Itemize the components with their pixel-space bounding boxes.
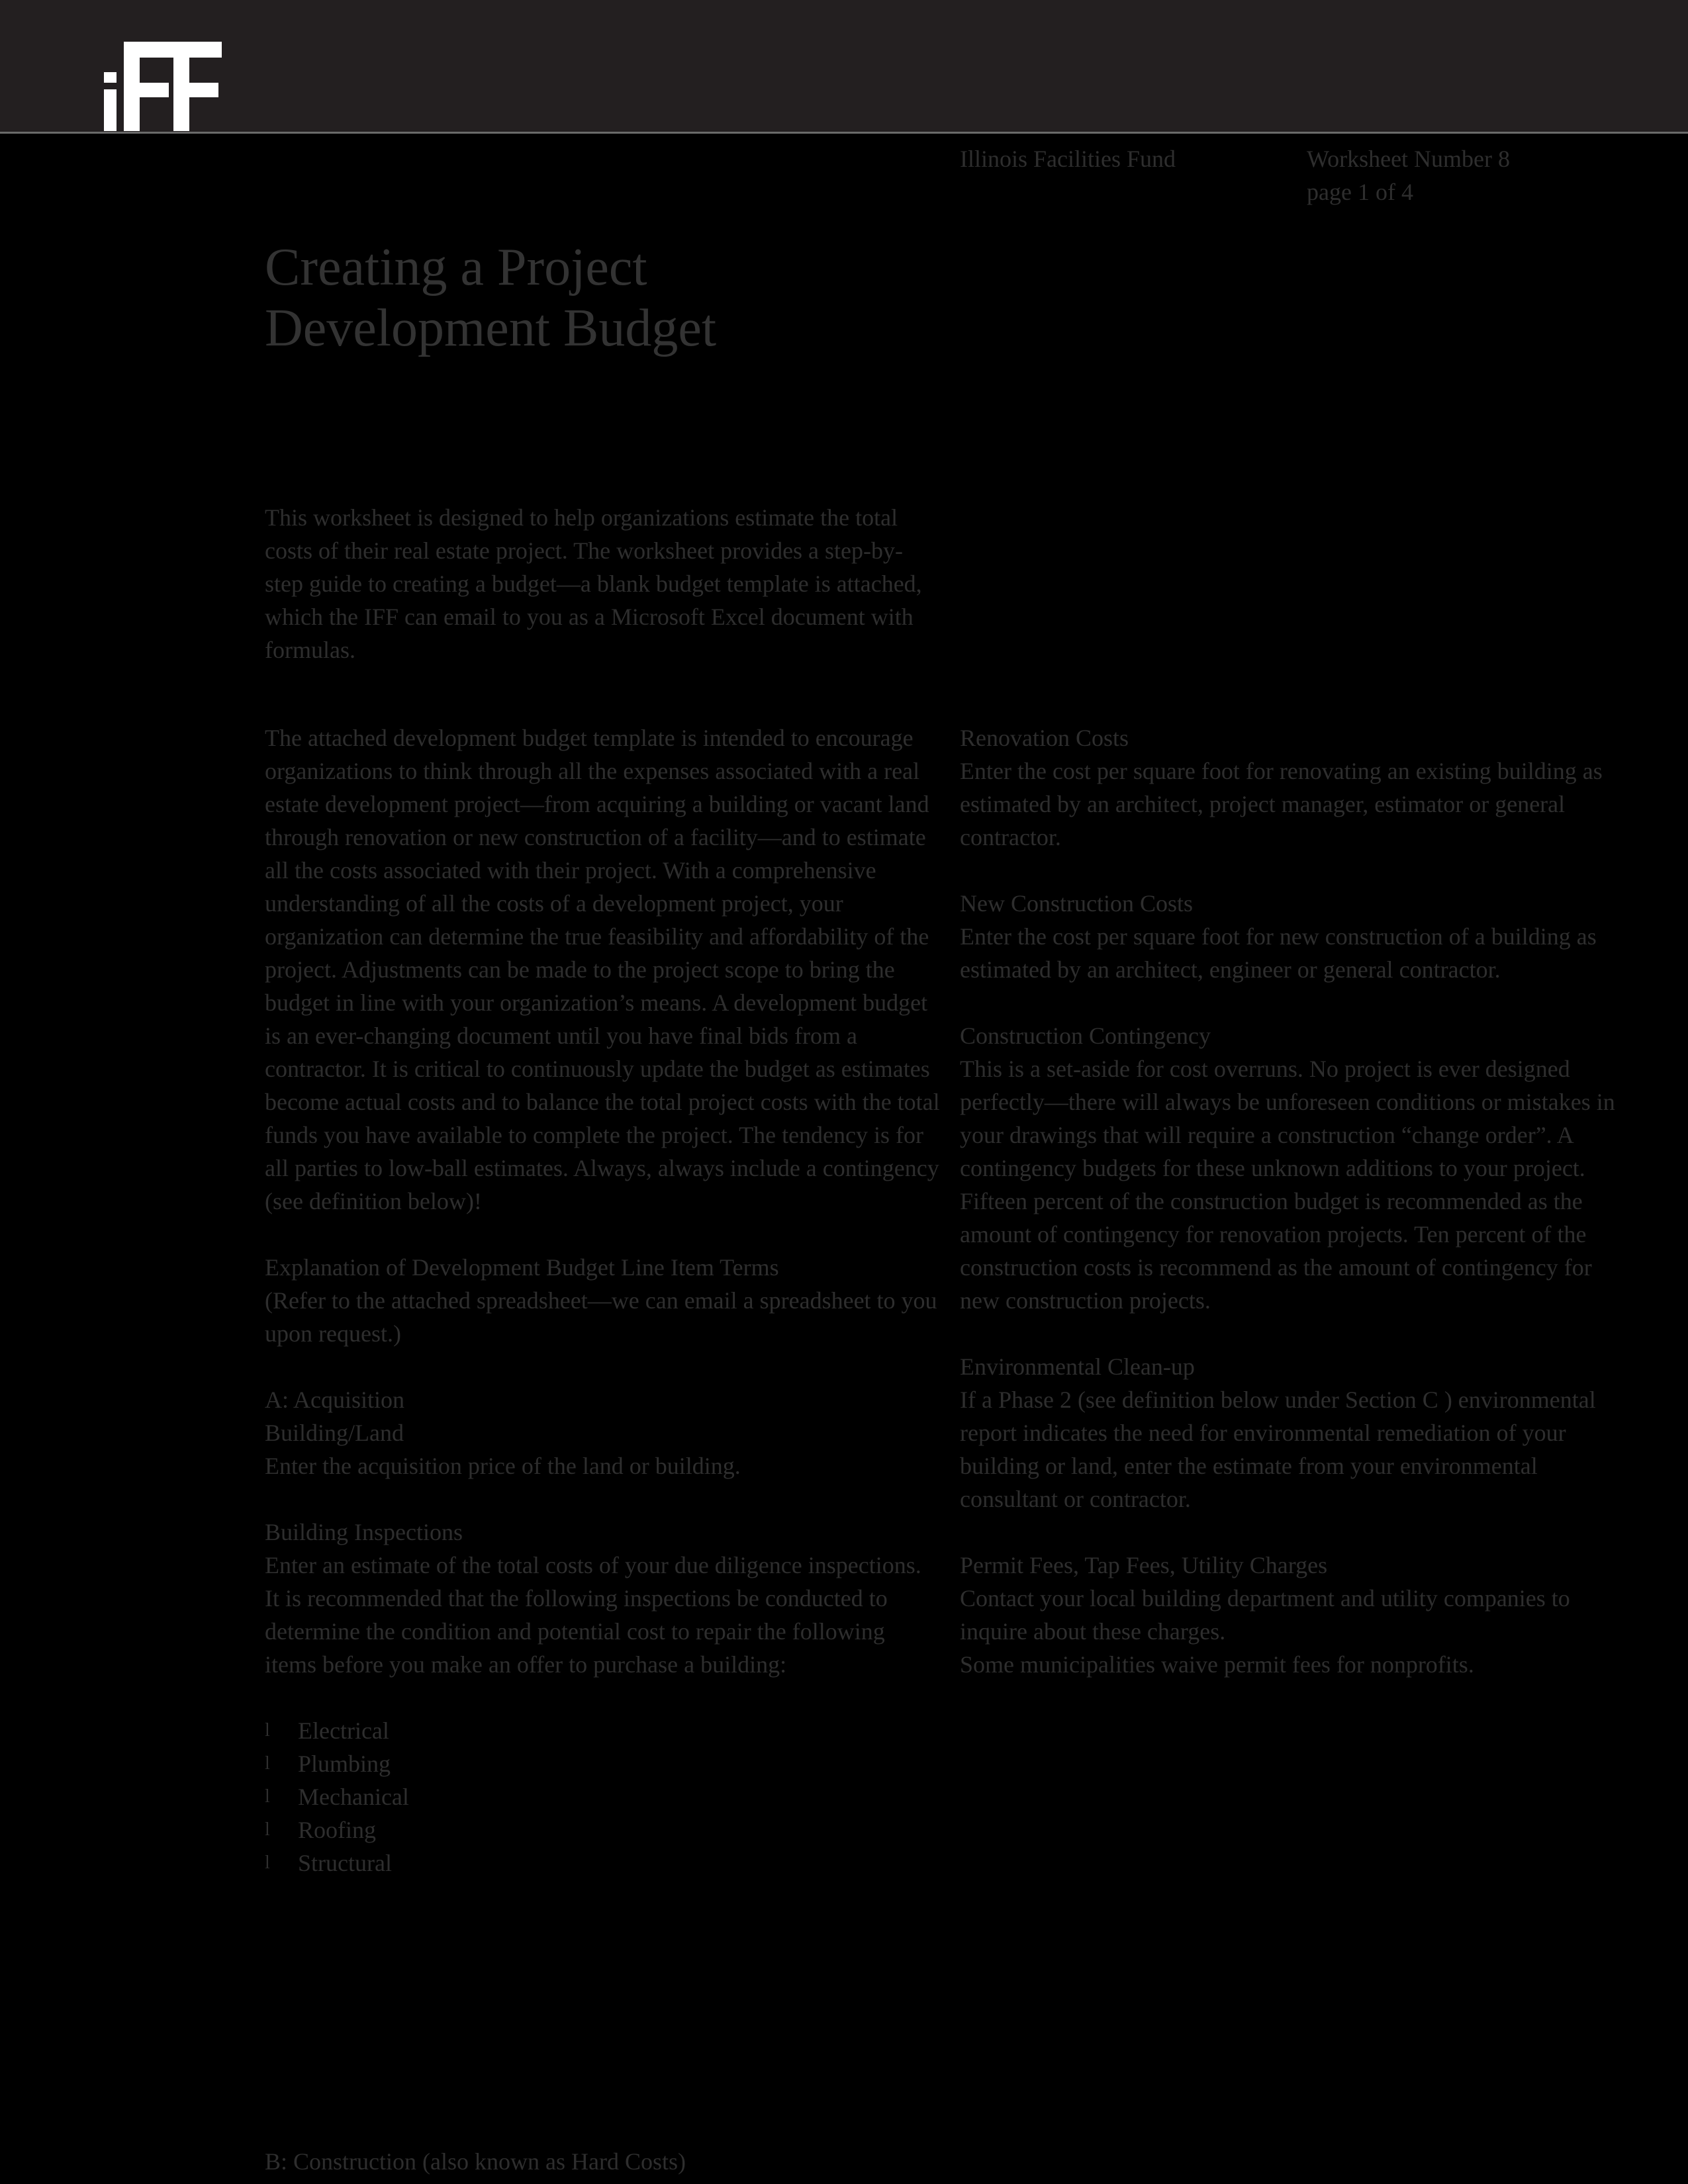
permit-heading: Permit Fees, Tap Fees, Utility Charges [960,1552,1328,1578]
page-header [0,0,1688,134]
contingency-text: This is a set-aside for cost overruns. No project is ever designed perfectly—there will always be unforeseen conditions or mistakes in your drawings that will require a construction “change order”. A contingency budgets for these unknown additions to your project. Fifteen percent of the construction budget is recommended as the amount of contingency for renovation projects. Ten percent of the construction costs is recommend as the amount of contingency for new construction projects. [960,1056,1615,1314]
worksheet-meta [1307,142,1510,208]
section-a-heading: A: Acquisition [265,1387,405,1413]
list-item: l Structural [265,1846,940,1880]
iff-logo [104,42,222,131]
list-item: l Electrical [265,1714,940,1747]
building-land-heading: Building/Land [265,1420,404,1446]
environmental-text: If a Phase 2 (see definition below under Section C ) environmental report indicates the need for environmental remediation of your building or land, enter the estimate from your environmental consultant or contractor. [960,1387,1596,1512]
environmental-heading: Environmental Clean-up [960,1353,1195,1380]
intro-paragraph [265,501,940,666]
inspections-text: Enter an estimate of the total costs of your due diligence inspections. It is recommended that the following inspections be conducted to determine the condition and potential cost to repair the following items before you make an offer to purchase a building: [265,1552,921,1678]
overview-paragraph: The attached development budget template is intended to encourage organizations to think through all the expenses associated with a real estate development project—from acquiring a building or vacant land through renovation or new construction of a facility—and to estimate all the costs associated with their project. With a comprehensive understanding of all the costs of a development project, your organization can determine the true feasibility and affordability of the project. Adjustments can be made to the project scope to bring the budget in line with your organization’s means. A development budget is an ever-changing document until you have final bids from a contractor. It is critical to continuously update the budget as estimates become actual costs and to balance the total project costs with the total funds you have available to complete the project. The tendency is for all parties to low-ball estimates. Always, always include a contingency (see definition below)! [265,725,940,1214]
worksheet-number: Worksheet Number 8 [1307,146,1511,172]
bullet-icon: l [265,1819,270,1840]
new-construction-text: Enter the cost per square foot for new construction of a building as estimated by an architect, engineer or general contractor. [960,923,1597,983]
right-column [960,721,1628,1681]
renovation-text: Enter the cost per square foot for renovating an existing building as estimated by an architect, project manager, estimator or general contractor. [960,758,1603,850]
bullet-icon: l [265,1852,270,1873]
section-b-heading: B: Construction (also known as Hard Costs) [265,2148,686,2175]
bullet-icon: l [265,1753,270,1774]
title-line-1: Creating a Project [265,238,647,296]
contingency-heading: Construction Contingency [960,1023,1211,1049]
left-column [265,721,940,1880]
bullet-icon: l [265,1720,270,1741]
list-item: l Mechanical [265,1780,940,1813]
title-line-2: Development Budget [265,299,717,357]
explanation-note: (Refer to the attached spreadsheet—we can email a spreadsheet to you upon request.) [265,1287,937,1347]
renovation-heading: Renovation Costs [960,725,1129,751]
list-item: l Roofing [265,1813,940,1846]
explanation-heading: Explanation of Development Budget Line Item Terms [265,1254,779,1281]
bullet-icon: l [265,1786,270,1807]
org-name: Illinois Facilities Fund [960,146,1176,172]
new-construction-heading: New Construction Costs [960,890,1194,917]
inspection-list [265,1714,940,1880]
list-item: l Plumbing [265,1747,940,1780]
permit-text-1: Contact your local building department and utility companies to inquire about these charges. [960,1585,1570,1645]
inspections-heading: Building Inspections [265,1519,463,1545]
permit-text-2: Some municipalities waive permit fees for nonprofits. [960,1651,1474,1678]
intro-text: This worksheet is designed to help organizations estimate the total costs of their real estate project. The worksheet provides a step-by-step guide to creating a budget—a blank budget template is attached, which the IFF can email to you as a Microsoft Excel document with formulas. [265,504,922,663]
page-title [265,237,716,359]
building-land-text: Enter the acquisition price of the land or building. [265,1453,741,1479]
page-info: page 1 of 4 [1307,179,1413,205]
